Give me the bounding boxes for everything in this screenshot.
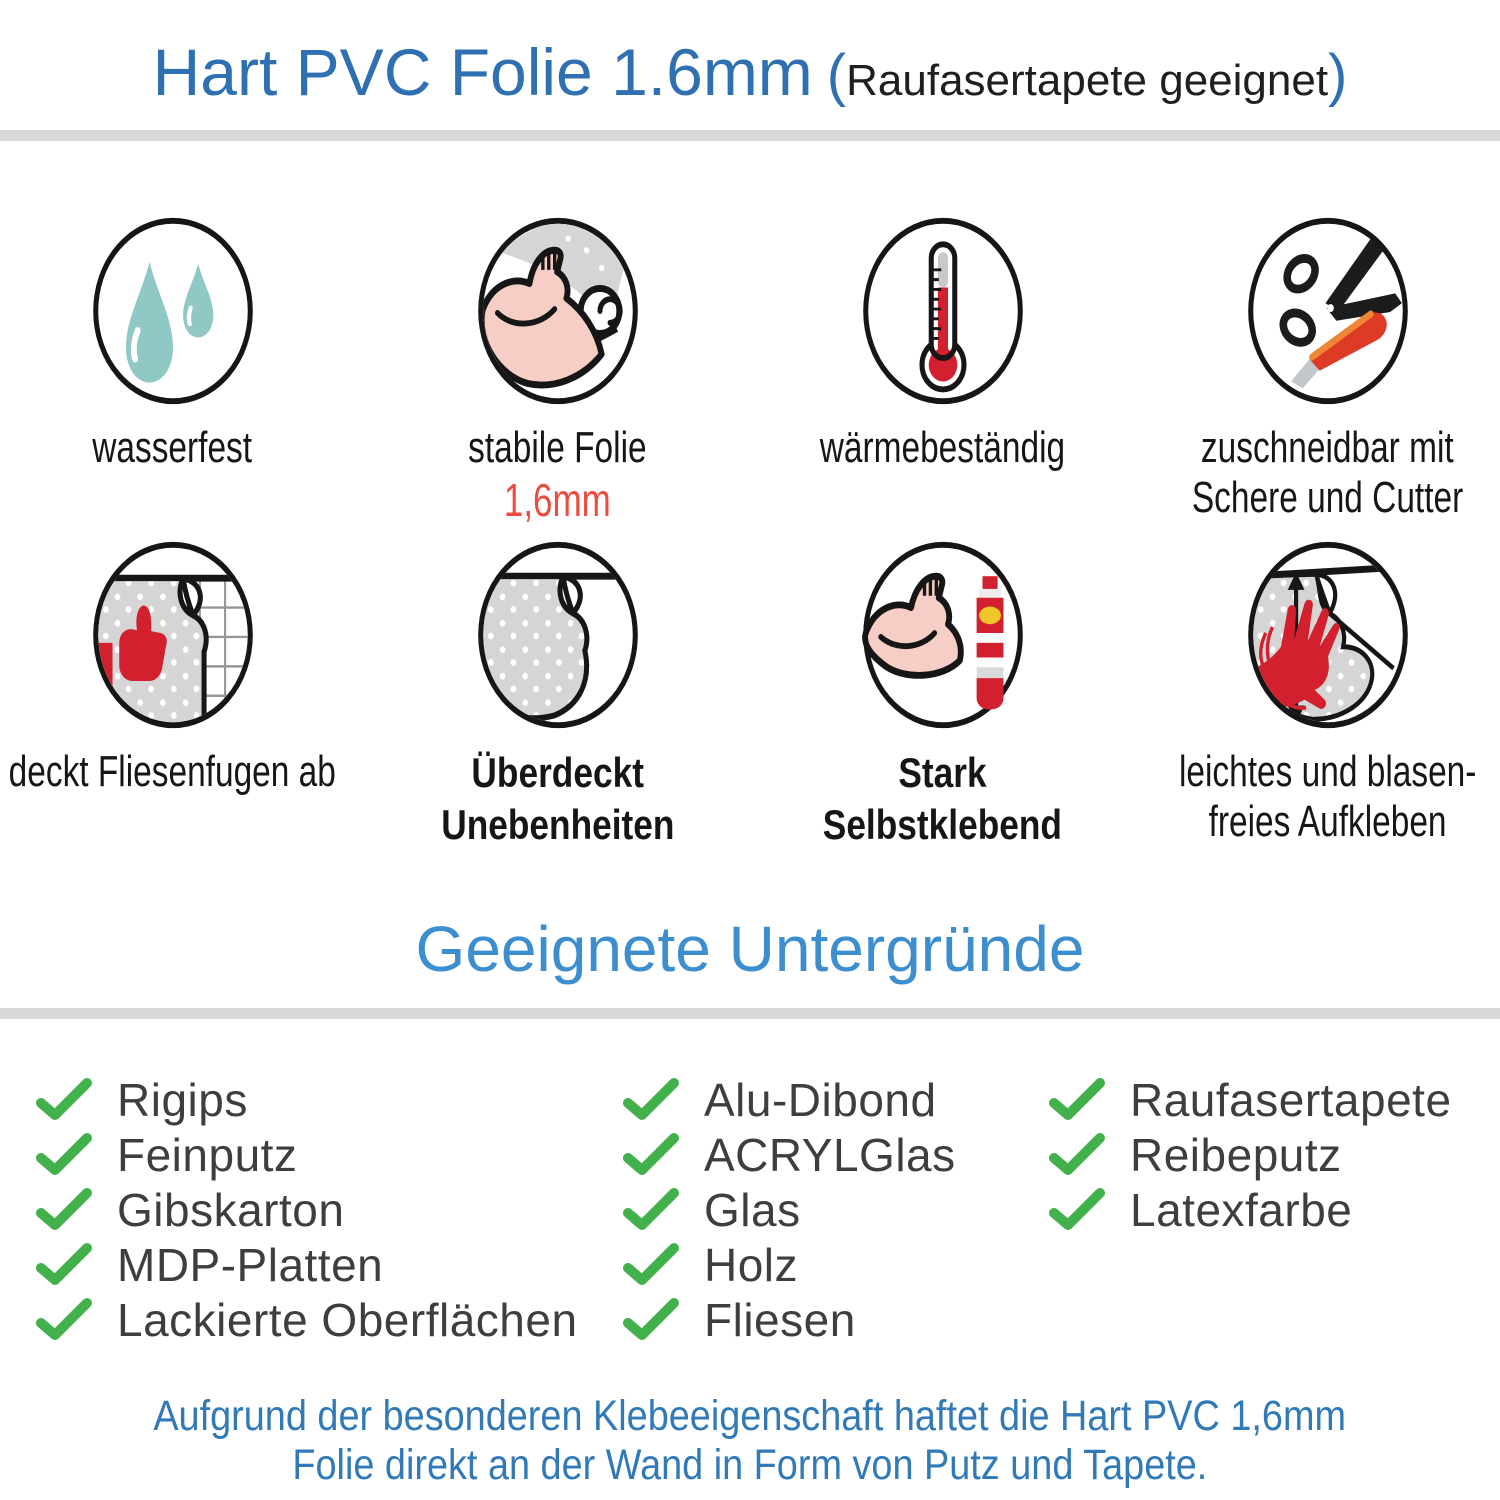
- feature-covers-unevenness: [385, 537, 730, 851]
- surface-label: Feinputz: [117, 1128, 298, 1181]
- list-item: [35, 1237, 578, 1292]
- feature-label: deckt Fliesenfugen ab: [8, 747, 337, 796]
- check-icon: [1048, 1188, 1106, 1232]
- check-icon: [35, 1078, 93, 1122]
- thumbs-up-tiles-icon: [89, 537, 257, 733]
- list-item: [1048, 1182, 1452, 1237]
- feature-waterproof: [0, 213, 345, 527]
- page-title: [0, 34, 1500, 110]
- list-item: [622, 1237, 956, 1292]
- feature-row-1: [0, 213, 1500, 527]
- page-title-note: Raufasertapete geeignet: [846, 56, 1329, 105]
- feature-label-line2: Selbstklebend: [822, 801, 1063, 848]
- divider-top: [0, 130, 1500, 141]
- thermometer-icon: [859, 213, 1027, 409]
- check-icon: [622, 1078, 680, 1122]
- feature-label: wasserfest: [92, 423, 253, 472]
- feature-row-2: [0, 537, 1500, 851]
- surface-label: Glas: [704, 1183, 801, 1236]
- list-item: [35, 1292, 578, 1347]
- feature-thickness-value: 1,6mm: [504, 474, 611, 526]
- surface-label: MDP-Platten: [117, 1238, 384, 1291]
- feature-label: stabile Folie: [468, 423, 647, 472]
- surface-label: Rigips: [117, 1073, 248, 1126]
- muscle-arm-foil-icon: [474, 213, 642, 409]
- surface-label: Raufasertapete: [1130, 1073, 1452, 1126]
- list-item: [35, 1072, 578, 1127]
- check-icon: [1048, 1133, 1106, 1177]
- foil-corner-peel-icon: [474, 537, 642, 733]
- surface-label: Lackierte Oberflächen: [117, 1293, 578, 1346]
- scissors-cutter-icon: [1244, 213, 1412, 409]
- surfaces-column-1: [35, 1072, 578, 1347]
- list-item: [622, 1182, 956, 1237]
- check-icon: [622, 1243, 680, 1287]
- feature-label: Stark: [898, 749, 987, 796]
- check-icon: [622, 1133, 680, 1177]
- footer-line-2: Folie direkt an der Wand in Form von Putz und Tapete.: [292, 1441, 1208, 1489]
- feature-strong-adhesive: [770, 537, 1115, 851]
- paren-close: ): [1328, 43, 1348, 108]
- list-item: [622, 1127, 956, 1182]
- feature-covers-tile-joints: [0, 537, 345, 851]
- hand-smoothing-foil-icon: [1244, 537, 1412, 733]
- feature-label: leichtes und blasen-: [1178, 747, 1477, 796]
- surface-label: Fliesen: [704, 1293, 856, 1346]
- section-heading-surfaces: Geeignete Untergründe: [415, 913, 1085, 985]
- surface-label: Latexfarbe: [1130, 1183, 1353, 1236]
- list-item: [1048, 1072, 1452, 1127]
- surface-label: Alu-Dibond: [704, 1073, 937, 1126]
- surface-label: Reibeputz: [1130, 1128, 1342, 1181]
- check-icon: [35, 1133, 93, 1177]
- feature-cuttable: [1155, 213, 1500, 527]
- surface-label: ACRYLGlas: [704, 1128, 956, 1181]
- list-item: [622, 1292, 956, 1347]
- footer-note: [0, 1392, 1500, 1490]
- list-item: [1048, 1127, 1452, 1182]
- feature-label-line2: Unebenheiten: [440, 801, 675, 848]
- feature-label: wärmebeständig: [819, 423, 1066, 472]
- check-icon: [35, 1243, 93, 1287]
- footer-line-1: Aufgrund der besonderen Klebeeigenschaft haftet die Hart PVC 1,6mm: [153, 1392, 1347, 1440]
- check-icon: [35, 1298, 93, 1342]
- divider-middle: [0, 1008, 1500, 1019]
- check-icon: [622, 1298, 680, 1342]
- surface-label: Holz: [704, 1238, 799, 1291]
- feature-label-line2: freies Aufkleben: [1208, 797, 1447, 846]
- paren-open: (: [826, 43, 847, 108]
- page-title-main: Hart PVC Folie 1.6mm: [152, 35, 813, 109]
- water-drops-icon: [89, 213, 257, 409]
- feature-label: zuschneidbar mit: [1201, 423, 1454, 472]
- muscle-arm-glue-tube-icon: [859, 537, 1027, 733]
- feature-bubble-free: [1155, 537, 1500, 851]
- feature-heat-resistant: [770, 213, 1115, 527]
- list-item: [35, 1182, 578, 1237]
- list-item: [35, 1127, 578, 1182]
- check-icon: [35, 1188, 93, 1232]
- check-icon: [622, 1188, 680, 1232]
- feature-label: Überdeckt: [471, 749, 644, 796]
- list-item: [622, 1072, 956, 1127]
- feature-stable-foil: [385, 213, 730, 527]
- surface-label: Gibskarton: [117, 1183, 345, 1236]
- check-icon: [1048, 1078, 1106, 1122]
- surfaces-column-3: [1048, 1072, 1452, 1237]
- feature-label-line2: Schere und Cutter: [1191, 473, 1464, 522]
- surfaces-column-2: [622, 1072, 956, 1347]
